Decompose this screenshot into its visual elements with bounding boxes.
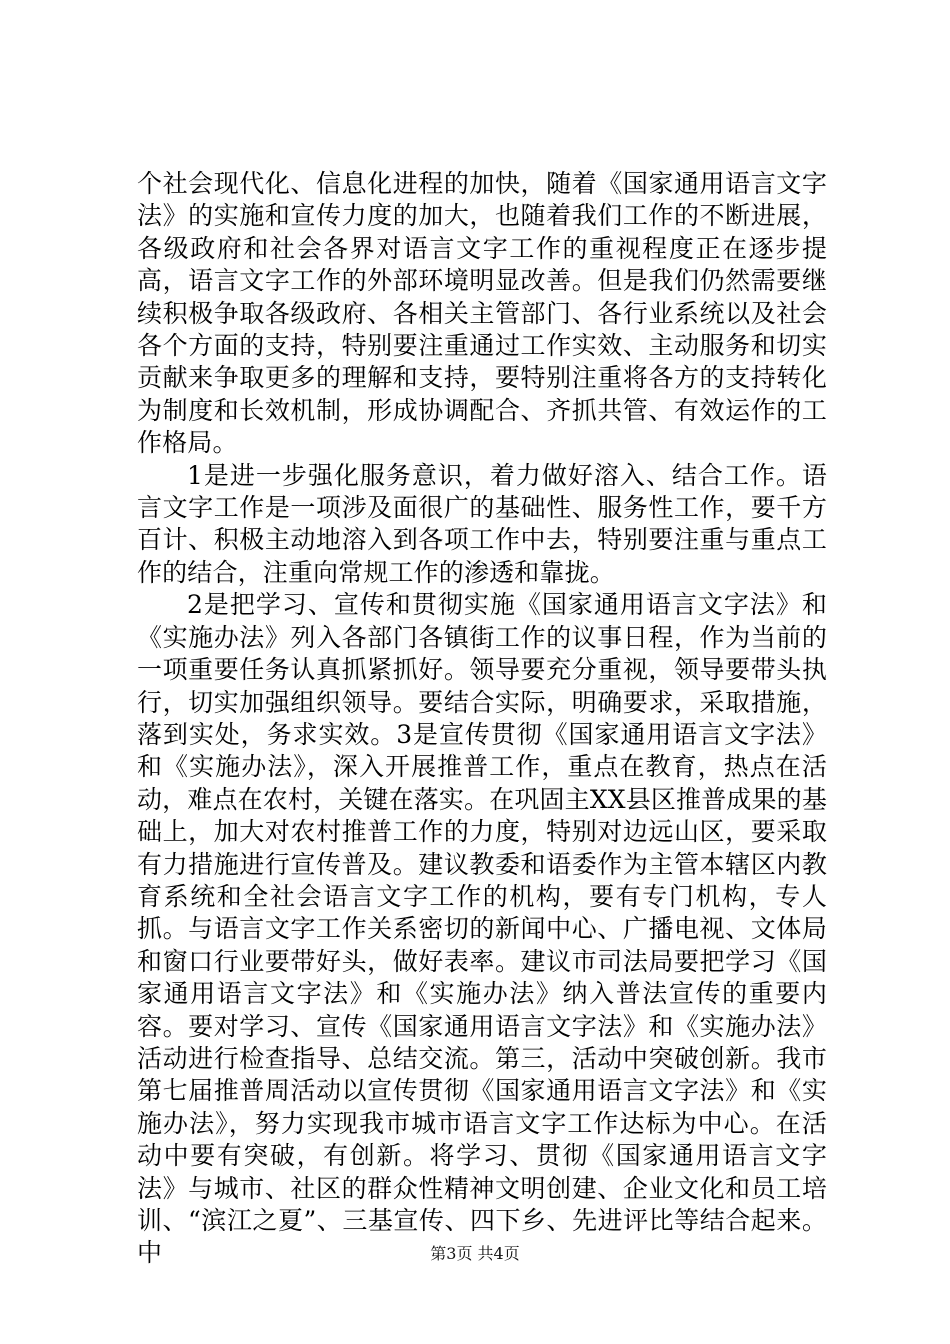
paragraph-2: 1是进一步强化服务意识，着力做好溶入、结合工作。语言文字工作是一项涉及面很广的基础性、服务性工作，要千方百计、积极主动地溶入到各项工作中去，特别要注重与重点工作的结合，注重向常规工作的渗透和靠拢。 — [137, 460, 827, 587]
paragraph-1: 个社会现代化、信息化进程的加快，随着《国家通用语言文字法》的实施和宣传力度的加大，也随着我们工作的不断进展，各级政府和社会各界对语言文字工作的重视程度正在逐步提高，语言文字工作的外部环境明显改善。但是我们仍然需要继续积极争取各级政府、各相关主管部门、各行业系统以及社会各个方面的支持，特别要注重通过工作实效、主动服务和切实贡献来争取更多的理解和支持，要特别注重将各方的支持转化为制度和长效机制，形成协调配合、齐抓共管、有效运作的工作格局。 — [137, 169, 827, 458]
paragraph-3: 2是把学习、宣传和贯彻实施《国家通用语言文字法》和《实施办法》列入各部门各镇街工作的议事日程，作为当前的一项重要任务认真抓紧抓好。领导要充分重视，领导要带头执行，切实加强组织领导。要结合实际，明确要求，采取措施，落到实处，务求实效。3是宣传贯彻《国家通用语言文字法》和《实施办法》，深入开展推普工作，重点在教育，热点在活动，难点在农村，关键在落实。在巩固主XX县区推普成果的基础上，加大对农村推普工作的力度，特别对边远山区，要采取有力措施进行宣传普及。建议教委和语委作为主管本辖区内教育系统和全社会语言文字工作的机构，要有专门机构，专人抓。与语言文字工作关系密切的新闻中心、广播电视、文体局和窗口行业要带好头，做好表率。建议市司法局要把学习《国家通用语言文字法》和《实施办法》纳入普法宣传的重要内容。要对学习、宣传《国家通用语言文字法》和《实施办法》活动进行检查指导、总结交流。第三，活动中突破创新。我市第七届推普周活动以宣传贯彻《国家通用语言文字法》和《实施办法》，努力实现我市城市语言文字工作达标为中心。在活动中要有突破，有创新。将学习、贯彻《国家通用语言文字法》与城市、社区的群众性精神文明创建、企业文化和员工培训、“滨江之夏”、三基宣传、四下乡、先进评比等结合起来。中 — [137, 590, 827, 1268]
document-body — [137, 168, 827, 1270]
page-number-footer: 第3页 共4页 — [430, 1244, 520, 1263]
